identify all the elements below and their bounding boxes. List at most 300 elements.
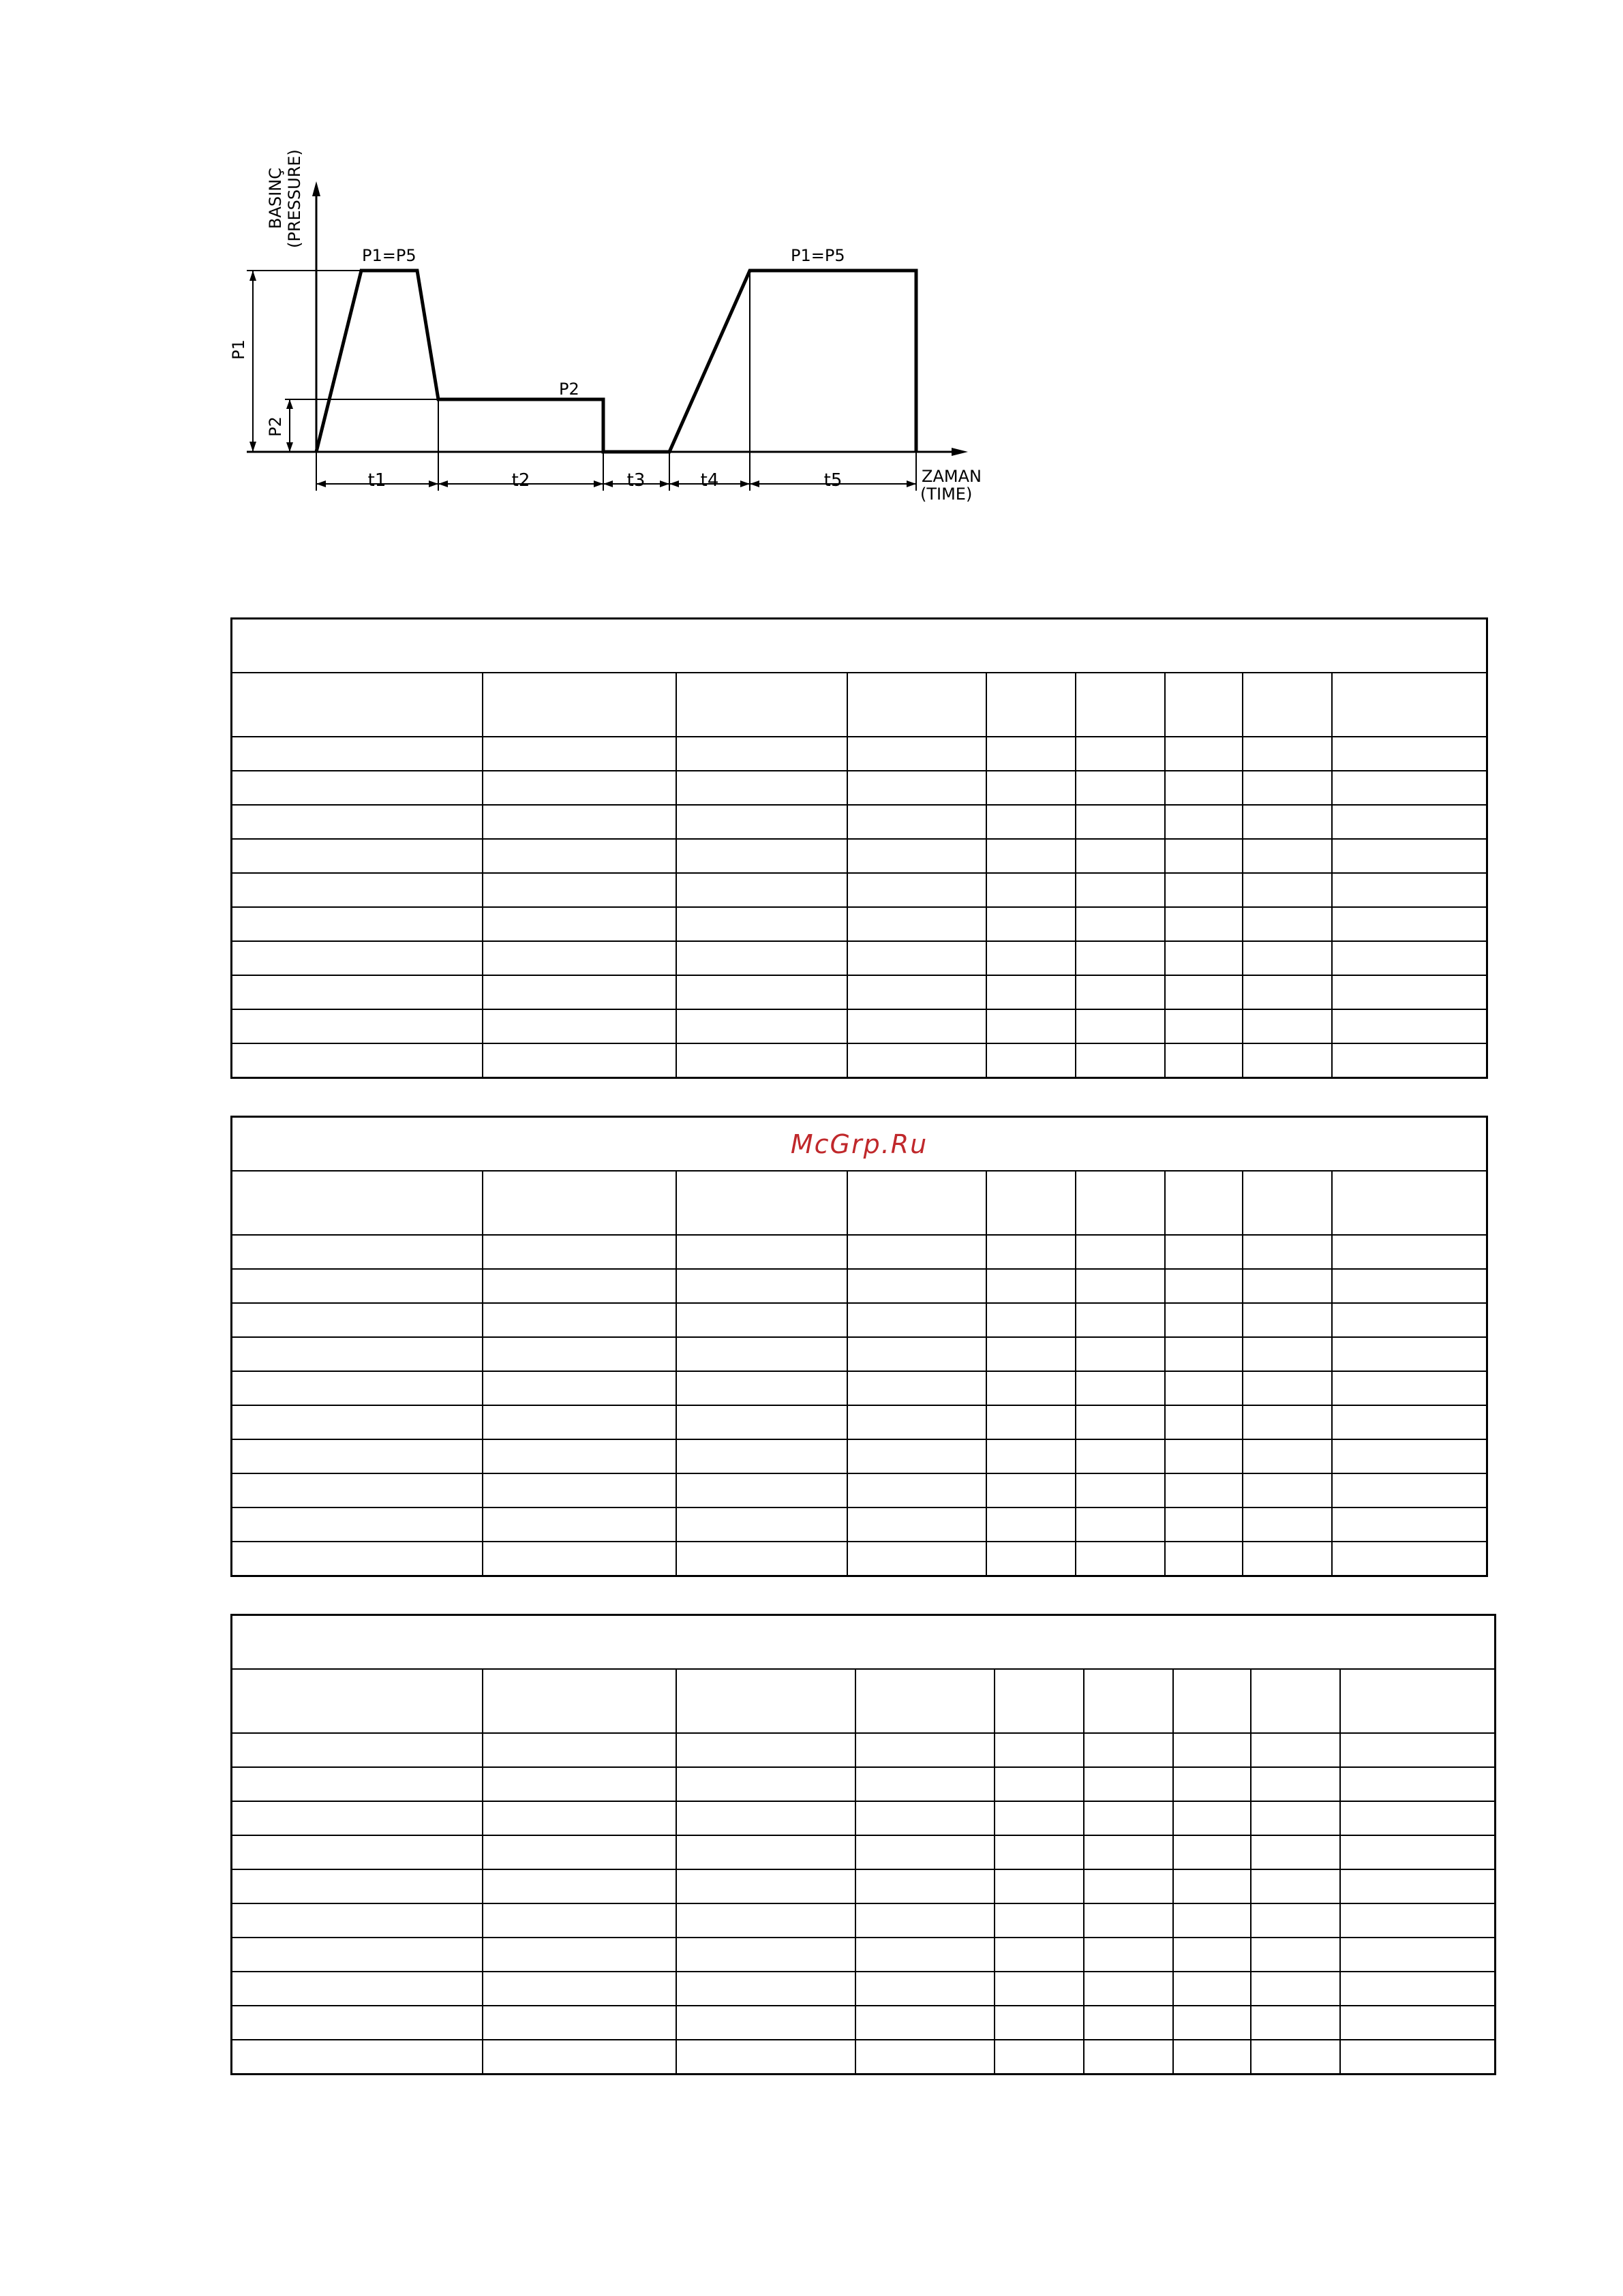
x-axis-label-1: ZAMAN (922, 467, 982, 486)
table-cell (1165, 839, 1243, 873)
table-cell (986, 1337, 1076, 1371)
dimension-label-p2: P2 (266, 416, 285, 437)
table-cell (1165, 1439, 1243, 1473)
table-cell (1165, 1269, 1243, 1303)
table-cell (232, 941, 483, 975)
table-row (232, 839, 1487, 873)
table-row (232, 1903, 1496, 1938)
table-cell (1076, 805, 1165, 839)
table-cell (1076, 737, 1165, 771)
table-row (232, 1043, 1487, 1078)
table-cell (1076, 1507, 1165, 1542)
table-cell (1243, 941, 1332, 975)
table-row (232, 2040, 1496, 2075)
table-cell (676, 1405, 847, 1439)
table-cell (1076, 1043, 1165, 1078)
table-cell (1243, 1473, 1332, 1507)
table-cell (676, 907, 847, 941)
table-cell (676, 805, 847, 839)
table-cell (232, 2040, 483, 2075)
table-row (232, 2006, 1496, 2040)
table-cell (483, 1235, 676, 1269)
table-cell (676, 1733, 855, 1767)
table-cell (232, 873, 483, 907)
table-cell (483, 1043, 676, 1078)
table-cell (676, 2040, 855, 2075)
table-cell (1340, 1733, 1496, 1767)
table-cell (483, 1869, 676, 1903)
table-cell (855, 1938, 995, 1972)
table-cell (995, 1903, 1084, 1938)
table-cell (232, 1043, 483, 1078)
table-cell (483, 873, 676, 907)
table-cell (232, 839, 483, 873)
table-cell (1243, 1009, 1332, 1043)
table-cell (676, 2006, 855, 2040)
table-cell (483, 1801, 676, 1835)
table-row (232, 941, 1487, 975)
table-cell (1251, 1801, 1340, 1835)
table-cell (995, 2006, 1084, 2040)
table-cell (483, 907, 676, 941)
table-cell (847, 1009, 986, 1043)
table-cell (1243, 1542, 1332, 1576)
data-table-1 (230, 617, 1488, 1079)
table-cell (1173, 1972, 1251, 2006)
table-cell (995, 1733, 1084, 1767)
table-row (232, 1439, 1487, 1473)
table-cell (232, 1869, 483, 1903)
interval-label-t4: t4 (700, 470, 719, 491)
table-cell (1084, 1801, 1173, 1835)
table-cell (676, 1938, 855, 1972)
table-cell (1243, 1371, 1332, 1405)
table-cell (847, 737, 986, 771)
table-cell (855, 1767, 995, 1801)
table-row (232, 1972, 1496, 2006)
table-cell (986, 1371, 1076, 1405)
table-cell (1243, 873, 1332, 907)
table-cell (847, 839, 986, 873)
table-cell (676, 1767, 855, 1801)
table-cell (986, 1303, 1076, 1337)
table-cell (232, 1938, 483, 1972)
table-cell (1084, 2006, 1173, 2040)
dimension-label-p1: P1 (229, 339, 248, 360)
table-cell (232, 1767, 483, 1801)
table-cell (1084, 1835, 1173, 1869)
y-axis-arrow (312, 181, 320, 196)
table-cell (1332, 737, 1487, 771)
peak-label-right: P1=P5 (791, 246, 845, 265)
table-row (232, 771, 1487, 805)
table-cell (1332, 907, 1487, 941)
table-cell (483, 1473, 676, 1507)
table-row (232, 975, 1487, 1009)
table-cell (847, 1043, 986, 1078)
table-cell (232, 1405, 483, 1439)
table-cell (1340, 1869, 1496, 1903)
table-cell (483, 1507, 676, 1542)
data-table-3 (230, 1614, 1496, 2075)
table-cell (1243, 975, 1332, 1009)
table-cell (986, 1009, 1076, 1043)
table-cell (1173, 1767, 1251, 1801)
table-cell (986, 1269, 1076, 1303)
table-cell (847, 1371, 986, 1405)
table-cell (1340, 1972, 1496, 2006)
table-cell (1173, 2006, 1251, 2040)
table-cell (1165, 771, 1243, 805)
table-cell (1243, 1337, 1332, 1371)
table-cell (986, 1405, 1076, 1439)
table-cell (1084, 1903, 1173, 1938)
table-cell (1332, 975, 1487, 1009)
table-row (232, 1835, 1496, 1869)
table-cell (1340, 1903, 1496, 1938)
table-cell (1173, 1938, 1251, 1972)
table-cell (986, 805, 1076, 839)
table-row (232, 1337, 1487, 1371)
table-cell (995, 1801, 1084, 1835)
table-cell (1173, 1835, 1251, 1869)
table-cell (232, 1439, 483, 1473)
table-cell (483, 941, 676, 975)
table-cell (1076, 1371, 1165, 1405)
table-cell (483, 1835, 676, 1869)
table-cell (1076, 1439, 1165, 1473)
table-cell (232, 1235, 483, 1269)
table-cell (232, 975, 483, 1009)
watermark-text: McGrp.Ru (790, 1129, 928, 1159)
table-cell (1076, 907, 1165, 941)
table-cell (1251, 1835, 1340, 1869)
table-cell (232, 1009, 483, 1043)
table-cell (1076, 1473, 1165, 1507)
interval-label-t2: t2 (511, 470, 530, 491)
table-cell (1332, 1371, 1487, 1405)
table-cell (483, 1303, 676, 1337)
table-cell (1243, 1405, 1332, 1439)
table-cell (232, 1507, 483, 1542)
table-cell (1340, 2006, 1496, 2040)
table-cell (232, 805, 483, 839)
table-cell (1243, 907, 1332, 941)
table-cell (232, 1303, 483, 1337)
table-cell (847, 907, 986, 941)
table-row (232, 1269, 1487, 1303)
table-cell (847, 975, 986, 1009)
table-cell (1332, 1269, 1487, 1303)
table-cell (232, 1371, 483, 1405)
table-cell (986, 737, 1076, 771)
table-cell (676, 771, 847, 805)
table-cell (676, 839, 847, 873)
table-header-row (232, 673, 1487, 737)
table-cell (1165, 1303, 1243, 1337)
table-cell (1076, 1235, 1165, 1269)
table-cell (676, 1542, 847, 1576)
table-cell (1076, 839, 1165, 873)
table-cell (483, 975, 676, 1009)
table-cell (986, 907, 1076, 941)
table-cell (483, 2006, 676, 2040)
table-cell (676, 975, 847, 1009)
table-row (232, 805, 1487, 839)
table-cell (1165, 975, 1243, 1009)
table-cell (676, 1507, 847, 1542)
table-cell (1243, 1439, 1332, 1473)
table-cell (1173, 1869, 1251, 1903)
table-cell (855, 2006, 995, 2040)
table-cell (676, 1801, 855, 1835)
table-cell (676, 1337, 847, 1371)
table-header-row (232, 1171, 1487, 1235)
table-cell (483, 1542, 676, 1576)
table-cell (855, 1972, 995, 2006)
table-cell (1076, 1542, 1165, 1576)
table-cell (676, 1972, 855, 2006)
table-cell (986, 839, 1076, 873)
table-cell (847, 1473, 986, 1507)
table-cell (1084, 1938, 1173, 1972)
table-cell (847, 1235, 986, 1269)
table-cell (1173, 2040, 1251, 2075)
table-cell (483, 2040, 676, 2075)
interval-label-t5: t5 (823, 470, 843, 491)
table-cell (1165, 1009, 1243, 1043)
table-row (232, 1235, 1487, 1269)
pressure-profile-line (316, 271, 916, 452)
table-row (232, 1405, 1487, 1439)
table-cell (483, 1767, 676, 1801)
table-cell (995, 1972, 1084, 2006)
table-cell (995, 1938, 1084, 1972)
table-cell (232, 1542, 483, 1576)
pressure-time-diagram (0, 0, 1022, 518)
table-cell (847, 1269, 986, 1303)
table-cell (1332, 873, 1487, 907)
table-cell (1165, 907, 1243, 941)
table-cell (1243, 737, 1332, 771)
table-cell (986, 1043, 1076, 1078)
table-cell (232, 1733, 483, 1767)
table-row (232, 1767, 1496, 1801)
table-cell (1165, 873, 1243, 907)
table-cell (1165, 1043, 1243, 1078)
table-cell (1165, 1405, 1243, 1439)
table-cell (232, 1972, 483, 2006)
table-row (232, 1507, 1487, 1542)
table-cell (1076, 1303, 1165, 1337)
table-cell (1243, 1507, 1332, 1542)
table-row (232, 873, 1487, 907)
table-cell (1332, 1043, 1487, 1078)
table-cell (483, 1405, 676, 1439)
table-cell (676, 1439, 847, 1473)
y-axis-label-1: BASINÇ (266, 168, 285, 229)
table-cell (676, 1235, 847, 1269)
table-cell (1251, 2006, 1340, 2040)
table-cell (986, 1542, 1076, 1576)
table-cell (1332, 1473, 1487, 1507)
table-cell (1076, 975, 1165, 1009)
table-cell (483, 1938, 676, 1972)
peak-label-left: P1=P5 (362, 246, 416, 265)
table-cell (1251, 2040, 1340, 2075)
table-cell (1084, 1733, 1173, 1767)
table-cell (986, 1507, 1076, 1542)
table-cell (847, 805, 986, 839)
table-cell (676, 1303, 847, 1337)
table-row (232, 1303, 1487, 1337)
table-title (232, 619, 1487, 673)
table-cell (855, 1733, 995, 1767)
x-axis-arrow (952, 448, 968, 456)
table-cell (1165, 1473, 1243, 1507)
table-cell (1084, 1869, 1173, 1903)
table-cell (986, 1235, 1076, 1269)
table-cell (483, 1439, 676, 1473)
table-row (232, 1733, 1496, 1767)
table-cell (483, 1972, 676, 2006)
table-cell (847, 1405, 986, 1439)
table-cell (483, 839, 676, 873)
table-cell (847, 1507, 986, 1542)
table-cell (995, 1767, 1084, 1801)
table-cell (855, 1835, 995, 1869)
table-cell (1165, 1542, 1243, 1576)
table-cell (232, 1801, 483, 1835)
table-cell (676, 1371, 847, 1405)
table-cell (1332, 1337, 1487, 1371)
table-cell (1340, 1938, 1496, 1972)
table-cell (855, 1903, 995, 1938)
table-cell (676, 1269, 847, 1303)
table-cell (1165, 1371, 1243, 1405)
table-cell (1084, 1767, 1173, 1801)
table-cell (676, 873, 847, 907)
table-cell (1173, 1903, 1251, 1938)
plateau-label: P2 (559, 380, 579, 399)
table-row (232, 1542, 1487, 1576)
table-cell (1243, 805, 1332, 839)
table-cell (847, 1303, 986, 1337)
table-row (232, 1869, 1496, 1903)
table-cell (676, 1009, 847, 1043)
table-cell (986, 941, 1076, 975)
table-cell (1076, 873, 1165, 907)
table-cell (995, 1869, 1084, 1903)
table-cell (847, 873, 986, 907)
table-row (232, 1473, 1487, 1507)
table-cell (1165, 1235, 1243, 1269)
table-cell (1332, 1405, 1487, 1439)
table-cell (855, 2040, 995, 2075)
table-cell (995, 1835, 1084, 1869)
table-cell (483, 771, 676, 805)
table-cell (1332, 1439, 1487, 1473)
table-cell (1332, 805, 1487, 839)
table-cell (1243, 1269, 1332, 1303)
table-cell (1165, 737, 1243, 771)
table-cell (855, 1801, 995, 1835)
table-cell (1076, 1009, 1165, 1043)
table-cell (676, 1835, 855, 1869)
table-title (232, 1117, 1487, 1172)
table-row (232, 1371, 1487, 1405)
table-cell (1076, 1337, 1165, 1371)
table-cell (986, 1439, 1076, 1473)
table-cell (1243, 1235, 1332, 1269)
table-cell (1165, 941, 1243, 975)
interval-label-t3: t3 (626, 470, 646, 491)
table-cell (1243, 839, 1332, 873)
table-cell (1332, 1507, 1487, 1542)
table-cell (1076, 771, 1165, 805)
table-cell (232, 2006, 483, 2040)
table-cell (676, 1043, 847, 1078)
table-cell (1076, 941, 1165, 975)
interval-label-t1: t1 (367, 470, 386, 491)
table-cell (1076, 1269, 1165, 1303)
table-cell (676, 1903, 855, 1938)
table-row (232, 1801, 1496, 1835)
table-cell (1243, 771, 1332, 805)
table-cell (986, 975, 1076, 1009)
table-cell (483, 805, 676, 839)
table-cell (847, 771, 986, 805)
table-header-row (232, 1669, 1496, 1733)
table-title (232, 1615, 1496, 1670)
table-cell (1332, 941, 1487, 975)
table-cell (1165, 1507, 1243, 1542)
table-cell (676, 1869, 855, 1903)
table-cell (483, 1009, 676, 1043)
table-row (232, 1009, 1487, 1043)
data-table-2 (230, 1116, 1488, 1577)
table-cell (232, 1835, 483, 1869)
table-cell (232, 1269, 483, 1303)
table-cell (1165, 1337, 1243, 1371)
table-cell (855, 1869, 995, 1903)
y-axis-label-2: (PRESSURE) (285, 149, 304, 248)
table-cell (1173, 1801, 1251, 1835)
table-cell (847, 1439, 986, 1473)
table-cell (986, 1473, 1076, 1507)
table-cell (1251, 1938, 1340, 1972)
table-cell (1340, 1767, 1496, 1801)
table-cell (1332, 839, 1487, 873)
table-cell (232, 907, 483, 941)
table-cell (847, 941, 986, 975)
table-cell (847, 1542, 986, 1576)
table-cell (1332, 1303, 1487, 1337)
table-cell (483, 1337, 676, 1371)
table-cell (1340, 1835, 1496, 1869)
table-cell (1332, 771, 1487, 805)
table-cell (1251, 1767, 1340, 1801)
table-cell (483, 1903, 676, 1938)
table-cell (676, 1473, 847, 1507)
table-cell (232, 1337, 483, 1371)
table-cell (1165, 805, 1243, 839)
table-cell (1251, 1903, 1340, 1938)
table-cell (232, 771, 483, 805)
table-cell (676, 737, 847, 771)
table-cell (986, 771, 1076, 805)
table-cell (1084, 1972, 1173, 2006)
